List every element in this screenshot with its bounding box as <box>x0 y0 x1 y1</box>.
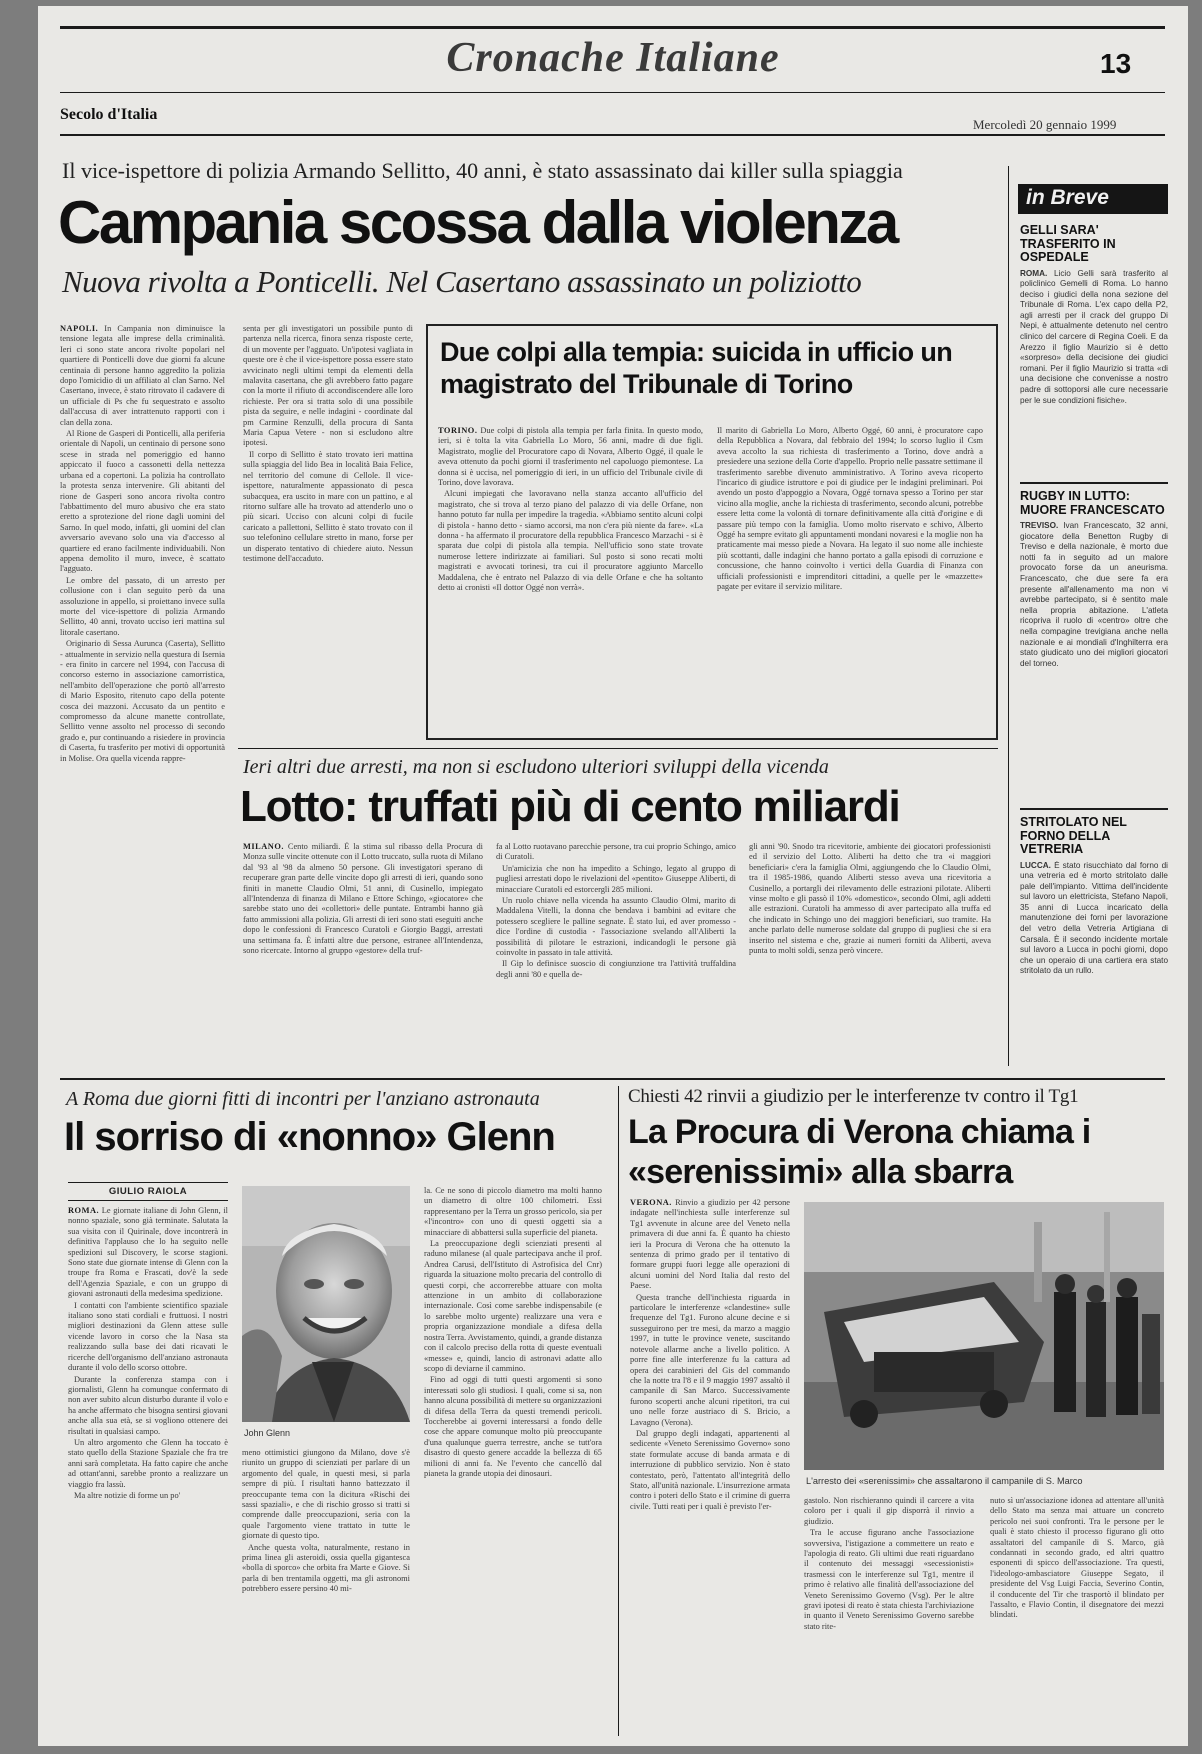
verona-headline: La Procura di Verona chiama i «serenissimi» alla sbarra <box>628 1113 1091 1191</box>
lead-paragraph: Al Rione de Gasperi di Ponticelli, alla periferia orientale di Napoli, un centinaio di persone sono scese in strada nel pomeriggio ed hanno appiccato il fuoco a cassonetti della nettezza urbana ed a copertoni. La polizia ha controllato la protesta senza intervenire. Gli abitanti del rione de Gasperi sono ancora rivolta contro l'abbattimento del muro abusivo che era stato eretto a sprotezione del rione dagli uomini del Sarno. In quel modo, infatti, gli uomini del clan avversario avevano solo una via d'accesso al quartiere ed erano facilmente individuabili. Non appena demolito il muro, invece, è scattato l'agguato. <box>60 429 225 574</box>
lead-paragraph: Il corpo di Sellitto è stato trovato ieri mattina sulla spiaggia del lido Bea in località Baia Felice, nel territorio del comune di Cellole. Il vice-ispettore, naturalmente appassionato di pesca subacquea, era uscito in mare con un pattino, e al ritorno sulfare alle ha trovato ad attenderlo uno o più sicari. Ucciso con alcuni colpi di fucile caricato a pallettoni, Sellitto è stato trovato con il suo telefonino cellulare stretto in mano, forse per un disperato tentativo di chiedere aiuto. Nessun testimone dell'accaduto. <box>243 449 413 563</box>
torino-paragraph: Alcuni impiegati che lavoravano nella stanza accanto all'ufficio del magistrato, che si trova al terzo piano del palazzo di via delle Orfane, non hanno potuto far nulla per impedire la tragedia. «Abbiamo sentito alcuni colpi di pistola - hanno detto - siamo accorsi, ma non c'era più niente da fare». «La donna - ha affermato il procuratore della repubblica Francesco Marzachi - si è sparata due colpi di pistola alla tempia. Nell'ufficio sono state trovate numerose lettere indirizzate ai familiari. Sul posto si sono recati molti magistrati e avvocati torinesi, tra cui il procuratore aggiunto Marcello Maddalena, che è entrato nel Palazzo di via delle Orfane e che ha soltanto detto ai cronisti «Il dottor Oggé non verrà». <box>438 489 703 593</box>
masthead-top-rule <box>60 26 1165 29</box>
glenn-photo-caption: John Glenn <box>244 1428 291 1438</box>
verona-photo <box>804 1202 1164 1470</box>
brief-item <box>1020 490 1168 766</box>
glenn-kicker: A Roma due giorni fitti di incontri per l'anziano astronauta <box>66 1088 540 1110</box>
page-number: 13 <box>1100 48 1132 79</box>
torino-headline: Due colpi alla tempia: suicida in ufficio un magistrato del Tribunale di Torino <box>440 337 953 399</box>
lotto-paragraph: Il Gip lo definisce suoscio di congiunzione tra l'attività truffaldina degli anni '80 e quella de- <box>496 959 736 979</box>
byline-rule <box>68 1200 228 1201</box>
glenn-byline: GIULIO RAIOLA <box>108 1186 188 1197</box>
masthead-mid-rule <box>60 92 1165 93</box>
lead-column-2 <box>243 324 413 724</box>
publication-date: Mercoledì 20 gennaio 1999 <box>973 117 1117 132</box>
lotto-paragraph: Un'amicizia che non ha impedito a Schingo, legato al gruppo di pugliesi arrestati dopo le rivelazioni del «pentito» Giuseppe Aliberti, di minacciare Curatoli ed estorcergli 285 milioni. <box>496 863 736 894</box>
lead-kicker: Il vice-ispettore di polizia Armando Sellitto, 40 anni, è stato assassinato dai killer sulla spiaggia <box>62 158 903 183</box>
brief-title: STRITOLATO NEL FORNO DELLA VETRERIA <box>1020 815 1127 856</box>
brief-item <box>1020 816 1168 1061</box>
verona-photo-caption: L'arresto dei «serenissimi» che assaltarono il campanile di S. Marco <box>806 1476 1083 1486</box>
lead-subhead: Nuova rivolta a Ponticelli. Nel Casertano assassinato un poliziotto <box>62 264 862 299</box>
glenn-paragraph: Durante la conferenza stampa con i giornalisti, Glenn ha comunque confermato di non aver subito alcun disturbo durante il volo e ha anche affermato che bisogna sentirsi giovani anche alla sua età, se si vogliono ottenere dei risultati in qualsiasi campo. <box>68 1374 228 1436</box>
brief-text: Ivan Francescato, 32 anni, giocatore della Benetton Rugby di Treviso e della nazionale, è morto due notti fa in seguito ad un malore provocato forse da un aneurisma. Francescato, che due sere fa era presente all'allenamento ma non vi avrebbe partecipato, si è sentito male nella propria abitazione. L'atleta ricopriva il ruolo di «centro» oltre che nella compagine trevigiana anche nella nazionale e ai mondiali d'Inghilterra era stato giudicato uno dei migliori giocatori del torneo. <box>1020 521 1168 668</box>
brief-dateline: LUCCA. <box>1020 860 1051 870</box>
lotto-paragraph: Cento miliardi. È la stima sul ribasso della Procura di Monza sulle vincite ottenute con il Lotto truccato, sulla ruota di Milano dal '93 al '98 da almeno 50 persone. Gli investigatori sperano di recuperare gran parte delle vincite dopo gli arresti di ieri, quando sono finiti in manette Claudio Olmi, 51 anni, di Cusinello, impiegato all'Intendenza di finanza di Milano e Ettore Schingo, «giocatore» che sarebbe stato uno dei «collettori» delle puntate. Entrambi hanno già fatto ammissioni alla polizia. Gli arresti di ieri sono stati eseguiti anche dopo le confessioni di Francesco Curatoli e Giorgio Baggi, arrestati una settimana fa. È infatti altre due persone, estranee all'Intendenza, sono ricercate. Intorno al gruppo «gestore» della truf- <box>243 842 483 956</box>
glenn-paragraph: Un altro argomento che Glenn ha toccato è stato quello della Stazione Spaziale che fra tre anni sarà completata. Ha fatto capire che anche ad ottant'anni, sarebbe pronto a realizzare un viaggio fra lassù. <box>68 1437 228 1489</box>
glenn-dateline: ROMA. <box>68 1206 100 1215</box>
glenn-column-3 <box>424 1186 602 1731</box>
brief-item <box>1020 224 1168 494</box>
lead-paragraph: In Campania non diminuisce la tensione legata alle imprese della criminalità. Ieri ci sono state ancora rivolte popolari nel quartiere di Ponticelli dove due giorni fa alcune centinaia di persone hanno aggredito la polizia dopo l'omicidio di un affiliato al clan Sarno. Nel Casertano, invece, è stato ritrovato il cadavere di un ufficiale di Ps che fu sequestrato e assolto dall'accusa di aver intrattenuto rapporti con i clan della zona. <box>60 324 225 427</box>
verona-column-2 <box>804 1496 974 1731</box>
lotto-headline: Lotto: truffati più di cento miliardi <box>240 782 900 831</box>
byline-rule <box>68 1182 228 1183</box>
glenn-photo <box>242 1186 410 1422</box>
verona-dateline: VERONA. <box>630 1198 672 1207</box>
torino-dateline: TORINO. <box>438 426 478 435</box>
lotto-column-3 <box>749 842 991 1057</box>
brief-dateline: ROMA. <box>1020 268 1048 278</box>
briefs-header <box>1018 184 1168 214</box>
lead-headline: Campania scossa dalla violenza <box>58 189 897 256</box>
brief-title: GELLI SARA' TRASFERITO IN OSPEDALE <box>1020 223 1116 264</box>
lotto-paragraph: fa al Lotto ruotavano parecchie persone, tra cui proprio Schingo, amico di Curatoli. <box>496 842 736 862</box>
verona-paragraph: Rinvio a giudizio per 42 persone indagate nell'inchiesta sulle interferenze sul Tg1 avvenute in alcune aree del Veneto nella primavera di due anni fa. È quanto ha chiesto ieri la Procura di Verona che ha ottenuto la sentenza di primo grado per il tentativo di formare gruppi fuori legge alle operazioni di alcuni uomini del Nord Italia dal resto del Paese. <box>630 1198 790 1291</box>
verona-paragraph: Questa tranche dell'inchiesta riguarda in particolare le interferenze «clandestine» sulle frequenze del Tg1. Furono alcune decine e si susseguirono per tre mesi, da marzo a maggio 1997, in tutte le province venete, suscitando notevole allarme anche a livello politico. A porre fine alle interferenze fu la cattura ad opera dei carabinieri del Gis del commando che la notte tra l'8 e il 9 maggio 1997 assaltò il campanile di San Marco. Successivamente furono scoperti anche alcuni ripetitori, tra cui uno nelle forze austriaco di S. Bricio, a Lavagno (Verona). <box>630 1292 790 1427</box>
glenn-paragraph: La preoccupazione degli scienziati presenti al raduno milanese (al quale partecipava anche il prof. Andrea Carusi, dell'Istituto di Astrofisica del Cnr) riguarda la situazione molto precaria del controllo di questi corpi, che accorrerebbe attuare con molta attenzione in un ambito di collaborazione internazionale. Così come sarebbe indispensabile (e lo sarebbe molto urgente) realizzare una vera e propria organizzazione mondiale a difesa della nostra Terra. Avvistamento, quindi, a grande distanza con il calcolo preciso della rotta di queste eventuali «messe» e, quindi, lancio di astronavi adatte allo scopo di deviarne il cammino. <box>424 1239 602 1373</box>
verona-divider <box>618 1086 619 1736</box>
glenn-paragraph: Fino ad oggi di tutti questi argomenti si sono interessati solo gli studiosi. I quali, come si sa, non hanno alcuna possibilità di mettere su organizzazioni di difesa della Terra da questi tremendi pericoli. Toccherebbe ai governi interessarsi a fondo delle cose che appare comunque molto più preoccupante d'una qualunque guerra terrestre, anche se tutt'ora disastro di questo genere accadde la bellezza di 65 milioni di anni fa. Ne l'evento che cancellò dal pianeta la grande utopia dei dinosauri. <box>424 1375 602 1478</box>
brief-title: RUGBY IN LUTTO: MUORE FRANCESCATO <box>1020 489 1165 517</box>
glenn-column-2 <box>242 1448 410 1733</box>
glenn-paragraph: meno ottimistici giungono da Milano, dove s'è riunito un gruppo di scienziati per parlare di un argomento del quale, in questi mesi, si parla sempre di più. I risultati hanno battezzato il preoccupante tema con la dicitura «Rischi dei sassi spaziali», e che di rischio grosso si tratti si comprende dalle preoccupazioni, seria con la quale l'argomento viene trattato in tutte le giornate di questo tipo. <box>242 1448 410 1541</box>
lead-paragraph: Originario di Sessa Aurunca (Caserta), Sellitto - attualmente in servizio nella questura di Isernia - era finito in carcere nel 1994, con l'accusa di concorso esterno in associazione camorristica, nell'ambito dell'operazione che portò all'arresto di Mario Esposito, ritenuto capo della potente cosca dei mazzoni. Accusato da un pentito e compromesso da alcune manette controllate, Sellitto venne assolto nel processo di secondo grado e, pur continuando a risiedere in provincia di Caserta, fu trasferito per motivi di opportunità in Molise. Ora quella vicenda rappre- <box>60 639 225 763</box>
lead-dateline: NAPOLI. <box>60 324 99 333</box>
glenn-paragraph: Ma altre notizie di forme un po' <box>74 1490 181 1500</box>
lotto-paragraph: gli anni '90. Snodo tra ricevitorie, ambiente dei giocatori professionisti ed il servizio del Lotto. Aliberti ha detto che tra «i maggiori beneficiari» c'era la famiglia Olmi, aggiungendo che lo Claudio Olmi, tra il 1985-1986, quando Aliberti stesso aveva una ricevitoria a Cusinello, a portargli dei rilevamento delle estrazioni pilotate. Aliberti vinse molto e gli passò il 10% «domestico», secondo Olmi, agli addetti alle estrazioni. Curatoli ha ammesso di aver partecipato alla truffa ed che indicato in Schingo uno dei maggiori beneficiari, suo tramite. Ha anche parlato delle numerose soldate dal gruppo di pugliesi che si era inserito nel sistema e che, grazie ai numeri forniti da Aliberti, aveva punta to molti soldi, senza però vincere. <box>749 842 991 956</box>
brief-separator <box>1020 482 1168 484</box>
verona-kicker: Chiesti 42 rinvii a giudizio per le interferenze tv contro il Tg1 <box>628 1086 1079 1107</box>
lotto-column-1 <box>243 842 483 1057</box>
torino-paragraph: Due colpi di pistola alla tempia per farla finita. In questo modo, ieri, si è tolta la vita Gabriella Lo Moro, 56 anni, madre di due figli. Magistrato, moglie del Procuratore capo di Novara, Alberto Oggé, il quale le aveva ottenuto da pochi giorni il trasferimento nel capoluogo piemontese. La donna si è uccisa, nel pomeriggio di ieri, in un ufficio del Tribunale civile di Torino, dove lavorava. <box>438 426 703 488</box>
torino-column-2 <box>717 426 983 726</box>
verona-paragraph: nuto sì un'associazione idonea ad attentare all'unità dello Stato ma senza mai attuare un concreto pericolo nei suoi confronti. Tra le persone per le quali è stato chiesto il processo figurano gli otto assaltatori del campanile di S. Marco, già condannati in secondo grado, ed altri quattro esponenti di spicco dell'associazione. Tra questi, l'ideologo-ambasciatore Giuseppe Segato, il presidente del Vsg Luigi Faccia, Severino Contin, il conducente del Tir che trasportò il blindato per l'assalto, e Flavio Contin, il disegnatore dei mezzi blindati. <box>990 1496 1164 1620</box>
lotto-dateline: MILANO. <box>243 842 284 851</box>
verona-column-3 <box>990 1496 1164 1731</box>
section-title: Cronache Italiane <box>446 35 780 81</box>
torino-column-1 <box>438 426 703 726</box>
lotto-column-2 <box>496 842 736 1057</box>
verona-paragraph: Dal gruppo degli indagati, appartenenti al sedicente «Veneto Serenissimo Governo» sono state formulate accuse di banda armata e di interruzione di pubblico servizio. Non è stato contestato, però, l'attentato all'integrità dello Stato, all'unità nazionale. L'insurrezione armata contro i poteri dello Stato e il crimine di guerra civile. Tutti reati per i quali è previsto l'er- <box>630 1428 790 1511</box>
brief-text: Licio Gelli sarà trasferito al policlinico Gemelli di Roma. Lo hanno deciso i giudici della nona sezione del Tribunale di Roma. L'ex capo della P2, agli arresti per il crack del gruppo Di Nepi, è attualmente detenuto nel centro clinico del carcere di Regina Coeli. E da Arezzo il figlio Maurizio si è detto «sorpreso» della decisione dei giudici romani. Per il figlio Maurizio si tratta «di una decisione che convenisse a nostro padre di sottoporsi alle cure necessarie per le sue condizioni fisiche». <box>1020 268 1168 405</box>
briefs-header-label: in Breve <box>1026 186 1109 209</box>
verona-paragraph: Tra le accuse figurano anche l'associazione sovversiva, l'istigazione a commettere un reato e l'apologia di reato. Gli ultimi due reati riguardano il contenuto dei messaggi «secessionisti» trasmessi con le interferenze sul Tg1, mentre il primo è relativo alle finalità dell'associazione del Veneto Serenissimo Governo (Vsg). Per le altre gravi ipotesi di reato è stata chiesta l'archiviazione in quanto il Veneto Serenissimo Governo sarebbe stato rite- <box>804 1528 974 1631</box>
glenn-paragraph: la. Ce ne sono di piccolo diametro ma molti hanno un diametro di oltre 100 chilometri. Essi rappresentano per la Terra un grosso pericolo, sia per «l'incontro» con uno di questi oggetti sia a minacciare di abbattersi sulla superficie del pianeta. <box>424 1186 602 1237</box>
glenn-paragraph: Le giornate italiane di John Glenn, il nonno spaziale, sono già terminate. Salutata la sua visita con il Quirinale, dove incontrerà in definitiva l'applauso che lo ha seguito nelle spedizioni sul Discovery, le scorse stagioni. Sono state due giornate intense di Glenn con la troupe fra Roma e Frascati, dov'è la sede dell'Agenzia Spaziale, e con un gruppo di giovani astronauti della medesima spedizione. <box>68 1206 228 1299</box>
lotto-top-rule <box>238 748 998 749</box>
newspaper-page <box>38 6 1188 1746</box>
glenn-paragraph: Anche questa volta, naturalmente, restano in prima linea gli asteroidi, ossia quella gigantesca «bolla di sporco» che orbita fra Marte e Giove. Si parla di ben trentamila oggetti, ma gli astronomi potrebbero essere persino 40 mi- <box>242 1542 410 1594</box>
serenissimi-arrest-image <box>804 1202 1164 1470</box>
briefs-divider <box>1008 166 1009 1066</box>
glenn-paragraph: I contatti con l'ambiente scientifico spaziale italiano sono stati cordiali e fruttuosi. I nostri migliori destinazioni da Glenn attese sulle vicende lavoro in corso che la Nasa sta realizzando sulla base dei dati ricavati le ricerche dell'organismo dell'anziano astronauta durante il volo dello scorso ottobre. <box>68 1300 228 1373</box>
lead-paragraph: senta per gli investigatori un possibile punto di partenza nella ricerca, finora senza risposte certe, di un movente per l'agguato. Un'ipotesi vagliata in queste ore è che il vice-ispettore possa essere stato avvicinato negli ultimi tempi da elementi della malavita casertana, che gli avrebbero fatto pagare con la morte il rifiuto di accondiscendere alle loro richieste. Per ora si tratta solo di una possibile pista da seguire, e nelle indagini - coordinate dal pm Carmine Renzulli, della procura di Santa Maria Capua Vetere - non si escludono altre ipotesi. <box>243 324 413 448</box>
glenn-column-1 <box>68 1206 228 1726</box>
brief-text: È stato risucchiato dal forno di una vetreria ed è morto stritolato dalle pale dell'impianto. Vittima dell'incidente sul lavoro un elettricista, Stefano Napoli, 35 anni di Lucca incaricato della manutenzione dei forni per lavorazione del vetro della Vetreria Artigiana di Carsala. È il secondo incidente mortale sul lavoro a Lucca in pochi giorni, dopo che un operaio di una cartiera era stato stritolato da un rullo. <box>1020 860 1168 976</box>
masthead-bottom-rule <box>60 134 1165 136</box>
lotto-kicker: Ieri altri due arresti, ma non si escludono ulteriori sviluppi della vicenda <box>243 756 829 778</box>
verona-column-1 <box>630 1198 790 1726</box>
publication-name: Secolo d'Italia <box>60 106 158 123</box>
torino-paragraph: Il marito di Gabriella Lo Moro, Alberto Oggé, 60 anni, è procuratore capo della Repubblica a Novara, dal febbraio del 1994; lo scorso luglio il Csm aveva accolto la sua richiesta di trasferimento a Torino, dove andrà a presiedere una sezione della Corte d'appello. Proprio nelle passatre settimane il trasferimento sarebbe divenuto amministrativo. A Torino aveva ricoperto l'incarico di giudice istruttore e poi di giudice per le indagini preliminari. Poi avendo un posto d'appoggio a Novara, Oggé tornava spesso a Torino per star vicino alla moglie, anche la richiesta di trasferimento, secondo alcuni, potrebbe essere letta come la volontà di tornare definitivamente alla città d'origine e di passare più tempo con la famiglia. Uomo molto riservato e schivo, Alberto Oggé ha sempre evitato gli appuntamenti mondani novaresi e la moglie non ha praticamente mai messo piede a Novara. Ha legato il suo nome alle inchieste più scottanti, dalle indagini che hanno portato a galla episodi di corruzione e concussione, che hanno coinvolto i vertici della Guardia di Finanza con ufficiali professionisti e imprenditori cittadini, a quelle per le «mazzette» pagate per evitare il servizio militare. <box>717 426 983 592</box>
glenn-headline: Il sorriso di «nonno» Glenn <box>64 1115 555 1159</box>
glenn-portrait-image <box>242 1186 410 1422</box>
brief-dateline: TREVISO. <box>1020 521 1059 530</box>
lead-paragraph: Le ombre del passato, di un arresto per collusione con i clan seguito però da una assoluzione in appello, si proiettano invece sulla morte del vice-ispettore di polizia Armando Sellitto, 40 anni, trovato ucciso ieri mattina sul litorale casertano. <box>60 575 225 637</box>
brief-separator <box>1020 808 1168 810</box>
bottom-section-rule <box>60 1078 1165 1080</box>
lotto-paragraph: Un ruolo chiave nella vicenda ha assunto Claudio Olmi, marito di Maddalena Vitelli, la donna che bendava i bambini ad evitare che potessero scegliere le palline segnate. È stato lui, ed aver promesso - dice l'ordine di custodia - l'associazione svelando all'Aliberti la possibilità di pilotare le estrazioni, indicandogli le persone già coinvolte in passato in tale attività. <box>496 896 736 958</box>
verona-paragraph: gastolo. Non rischieranno quindi il carcere a vita coloro per i quali il gip disporrà il rinvio a giudizio. <box>804 1496 974 1526</box>
